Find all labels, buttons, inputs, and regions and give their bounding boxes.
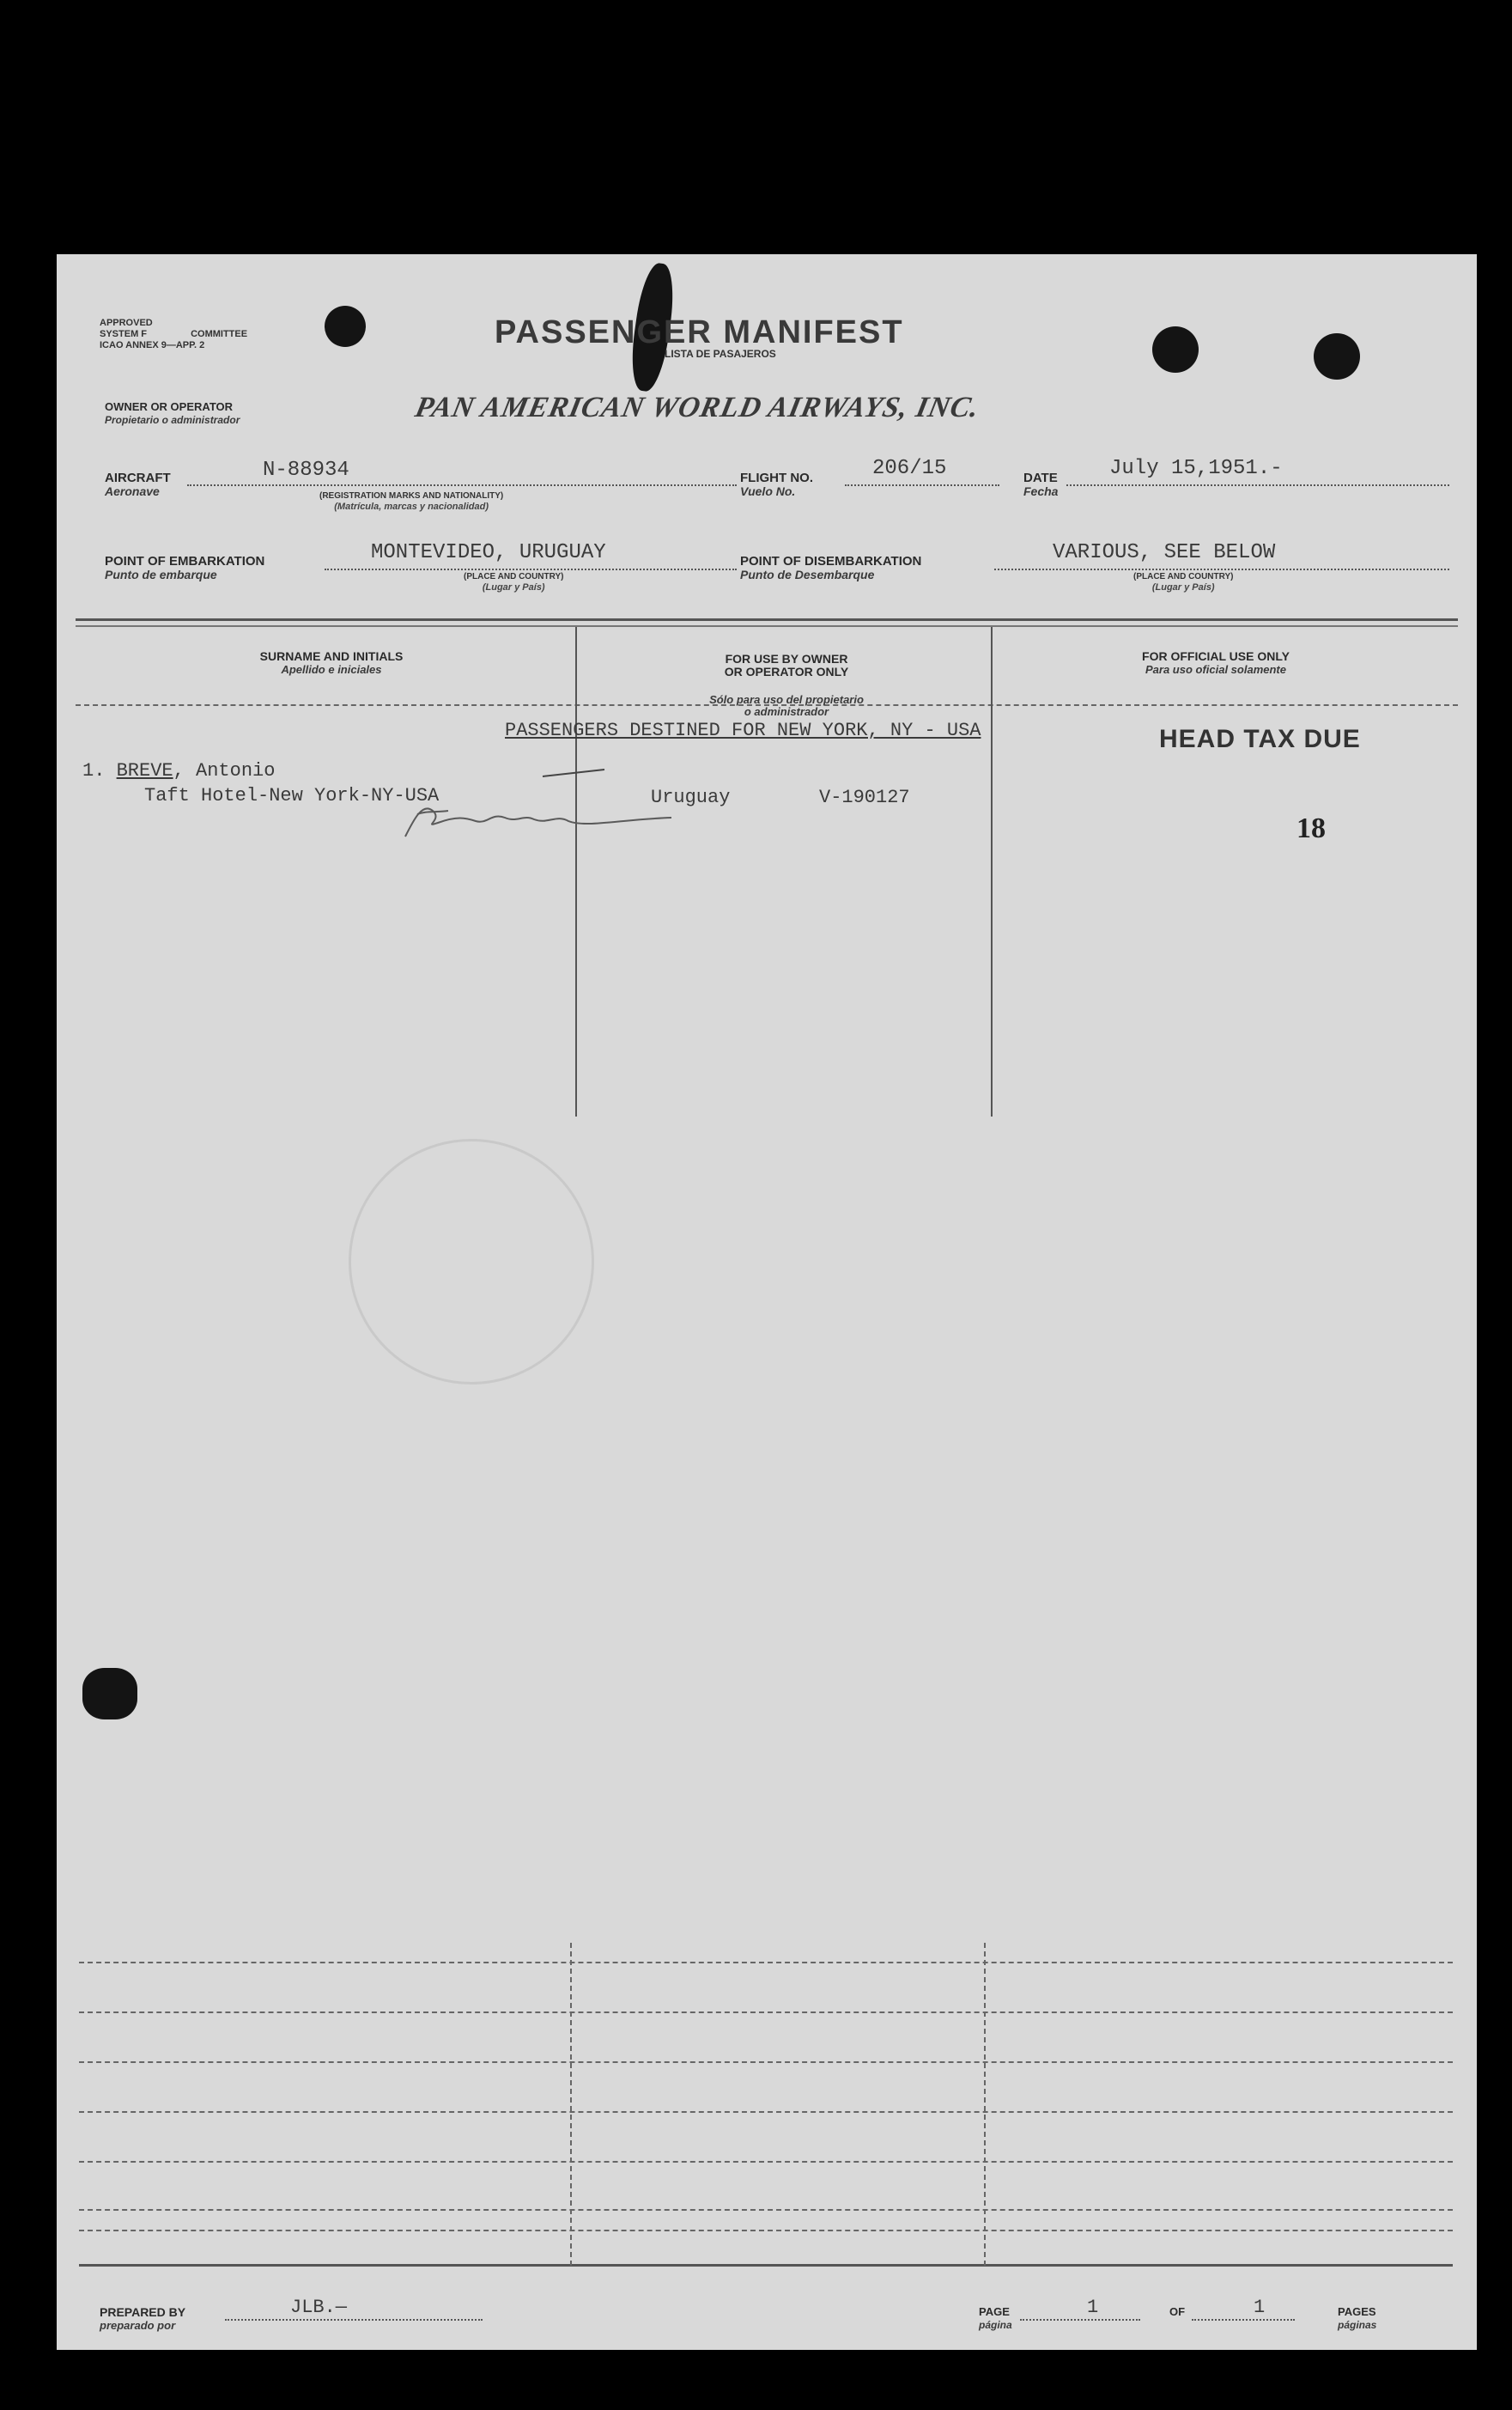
passenger-row: [82, 759, 275, 783]
page-value: 1: [1087, 2297, 1099, 2318]
date-underline: [1066, 484, 1449, 486]
approval-line-2b: COMMITTEE: [191, 329, 248, 339]
lower-table-bottom-rule: [79, 2264, 1453, 2267]
aircraft-caption-group: [319, 491, 503, 513]
passenger-address: Taft Hotel-New York-NY-USA: [144, 785, 440, 806]
column-header-surname: [160, 649, 503, 676]
official-stamp: HEAD TAX DUE: [1159, 725, 1361, 753]
embarkation-caption-group: [464, 572, 563, 593]
aircraft-caption-es: (Matrícula, marcas y nacionalidad): [334, 502, 489, 512]
table-top-rule: [76, 618, 1458, 621]
owner-label-es: Propietario o administrador: [105, 414, 240, 426]
pages-label-group: [1338, 2305, 1376, 2332]
owner-value: PAN AMERICAN WORLD AIRWAYS, INC.: [412, 392, 983, 423]
aircraft-label-group: [105, 472, 171, 498]
lower-table-top-rule: [79, 1962, 1453, 1963]
punch-hole-right-1: [1152, 326, 1199, 373]
column-header-owner-label-es: Sólo para uso del propietario o administrador: [709, 693, 864, 718]
passenger-surname: BREVE: [116, 760, 173, 782]
lower-table-rule-6: [79, 2209, 1453, 2211]
date-label: DATE: [1023, 471, 1058, 485]
disembarkation-caption-group: [1133, 572, 1233, 593]
page-label-group: [979, 2305, 1012, 2332]
flight-underline: [845, 484, 999, 486]
embarkation-value: MONTEVIDEO, URUGUAY: [371, 541, 606, 564]
lower-table-rule-4: [79, 2111, 1453, 2113]
embarkation-label: POINT OF EMBARKATION: [105, 554, 265, 569]
aircraft-value: N-88934: [263, 459, 349, 482]
date-label-group: [1023, 472, 1058, 498]
lower-table-rule-7: [79, 2230, 1453, 2231]
column-divider-2: [991, 627, 993, 1117]
total-pages-value: 1: [1254, 2297, 1266, 2318]
page-underline: [1020, 2319, 1140, 2321]
disembarkation-label: POINT OF DISEMBARKATION: [740, 554, 922, 569]
flight-label-es: Vuelo No.: [740, 484, 796, 498]
flight-value: 206/15: [872, 457, 947, 480]
pages-label-es: páginas: [1338, 2319, 1377, 2331]
page-label: PAGE: [979, 2305, 1010, 2318]
embarkation-caption-es: (Lugar y País): [482, 582, 545, 593]
column-header-surname-label: SURNAME AND INITIALS: [259, 649, 404, 663]
pages-label: PAGES: [1338, 2305, 1376, 2318]
lower-column-divider-1: [570, 1943, 572, 2266]
lower-table-rule-3: [79, 2061, 1453, 2063]
faint-round-stamp: [349, 1139, 594, 1385]
column-header-official-label: FOR OFFICIAL USE ONLY: [1142, 649, 1290, 663]
approval-line-3: ICAO ANNEX 9—APP. 2: [100, 340, 205, 350]
lower-table-rule-5: [79, 2161, 1453, 2163]
owner-label-group: [105, 400, 240, 427]
aircraft-label-es: Aeronave: [105, 484, 160, 498]
column-header-surname-label-es: Apellido e iniciales: [281, 663, 382, 676]
approval-line-1: APPROVED: [100, 318, 153, 328]
embarkation-caption: (PLACE AND COUNTRY): [464, 572, 564, 581]
approval-line-2: SYSTEM F: [100, 329, 148, 339]
passenger-signature: [380, 751, 723, 845]
date-value: July 15,1951.-: [1109, 457, 1283, 480]
passenger-number: 1.: [82, 760, 106, 782]
ink-blot: [82, 1668, 137, 1719]
aircraft-caption: (REGISTRATION MARKS AND NATIONALITY): [319, 491, 504, 501]
form-subtitle: LISTA DE PASAJEROS: [665, 348, 776, 360]
disembarkation-label-es: Punto de Desembarque: [740, 568, 875, 581]
flight-label-group: [740, 472, 813, 498]
date-label-es: Fecha: [1023, 484, 1059, 498]
prepared-by-label: PREPARED BY: [100, 2305, 186, 2319]
aircraft-underline: [187, 484, 737, 486]
prepared-by-label-group: [100, 2305, 185, 2332]
disembarkation-caption-es: (Lugar y País): [1151, 582, 1215, 593]
column-header-owner-label: FOR USE BY OWNER OR OPERATOR ONLY: [724, 652, 849, 679]
lower-table-rule-2: [79, 2011, 1453, 2013]
prepared-by-value: JLB.—: [290, 2297, 348, 2318]
owner-label: OWNER OR OPERATOR: [105, 400, 234, 413]
flight-label: FLIGHT NO.: [740, 471, 813, 485]
passenger-document: V-190127: [819, 787, 910, 808]
aircraft-label: AIRCRAFT: [105, 471, 171, 485]
manifest-form: [57, 254, 1477, 2350]
passenger-nationality: Uruguay: [651, 787, 731, 808]
column-header-official: [1053, 649, 1379, 676]
punch-hole-right-2: [1314, 333, 1360, 380]
embarkation-underline: [325, 569, 737, 570]
passenger-given-name: , Antonio: [173, 760, 276, 782]
of-underline: [1192, 2319, 1295, 2321]
disembarkation-label-group: [740, 555, 921, 581]
prepared-by-label-es: preparado por: [100, 2319, 176, 2332]
approval-block: [100, 318, 247, 351]
column-header-official-label-es: Para uso oficial solamente: [1145, 663, 1286, 676]
section-heading: PASSENGERS DESTINED FOR NEW YORK, NY - USA: [505, 720, 981, 741]
column-divider-1: [575, 627, 577, 1117]
disembarkation-value: VARIOUS, SEE BELOW: [1053, 541, 1276, 564]
lower-column-divider-2: [984, 1943, 986, 2266]
embarkation-label-group: [105, 555, 264, 581]
passenger-official-number: 18: [1296, 812, 1326, 844]
disembarkation-caption: (PLACE AND COUNTRY): [1133, 572, 1234, 581]
of-label: OF: [1169, 2305, 1186, 2318]
embarkation-label-es: Punto de embarque: [105, 568, 217, 581]
form-title: PASSENGER MANIFEST: [495, 314, 904, 350]
disembarkation-underline: [994, 569, 1449, 570]
page-label-es: página: [979, 2319, 1012, 2331]
prepared-by-underline: [225, 2319, 483, 2321]
table-top-rule-2: [76, 625, 1458, 627]
punch-hole-left: [325, 306, 366, 347]
